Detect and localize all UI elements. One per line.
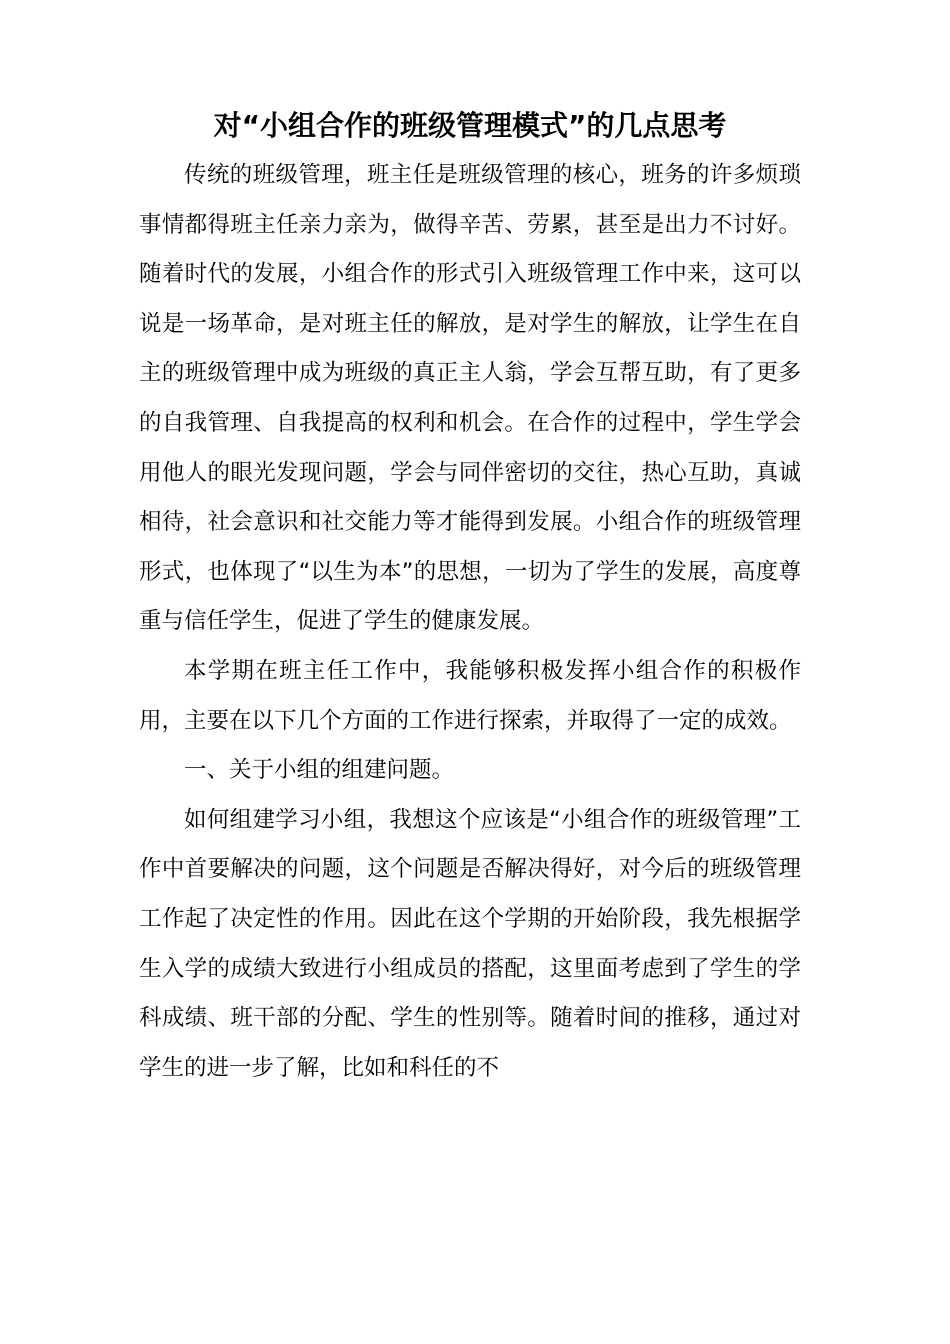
paragraph-semester-work: 本学期在班主任工作中，我能够积极发挥小组合作的积极作用，主要在以下几个方面的工作进行探索，并取得了一定的成效。 — [139, 657, 801, 734]
paragraph-group-formation: 如何组建学习小组，我想这个应该是“小组合作的班级管理”工作中首要解决的问题，这个问题是否解决得好，对今后的班级管理工作起了决定性的作用。因此在这个学期的开始阶段，我先根据学生入学的成绩大致进行小组成员的搭配，这里面考虑到了学生的学科成绩、班干部的分配、学生的性别等。随着时间的推移，通过对学生的进一步了解，比如和科任的不 — [139, 806, 801, 1081]
document-title: 对“小组合作的班级管理模式”的几点思考 — [213, 109, 727, 142]
document-body — [139, 101, 801, 1093]
section-heading-group-formation: 一、关于小组的组建问题。 — [184, 757, 455, 784]
paragraph-intro: 传统的班级管理，班主任是班级管理的核心，班务的许多烦琐事情都得班主任亲力亲为，做得辛苦、劳累，甚至是出力不讨好。随着时代的发展，小组合作的形式引入班级管理工作中来，这可以说是一场革命，是对班主任的解放，是对学生的解放，让学生在自主的班级管理中成为班级的真正主人翁，学会互帮互助，有了更多的自我管理、自我提高的权利和机会。在合作的过程中，学生学会用他人的眼光发现问题，学会与同伴密切的交往，热心互助，真诚相待，社会意识和社交能力等才能得到发展。小组合作的班级管理形式，也体现了“以生为本”的思想，一切为了学生的发展，高度尊重与信任学生，促进了学生的健康发展。 — [139, 162, 801, 635]
